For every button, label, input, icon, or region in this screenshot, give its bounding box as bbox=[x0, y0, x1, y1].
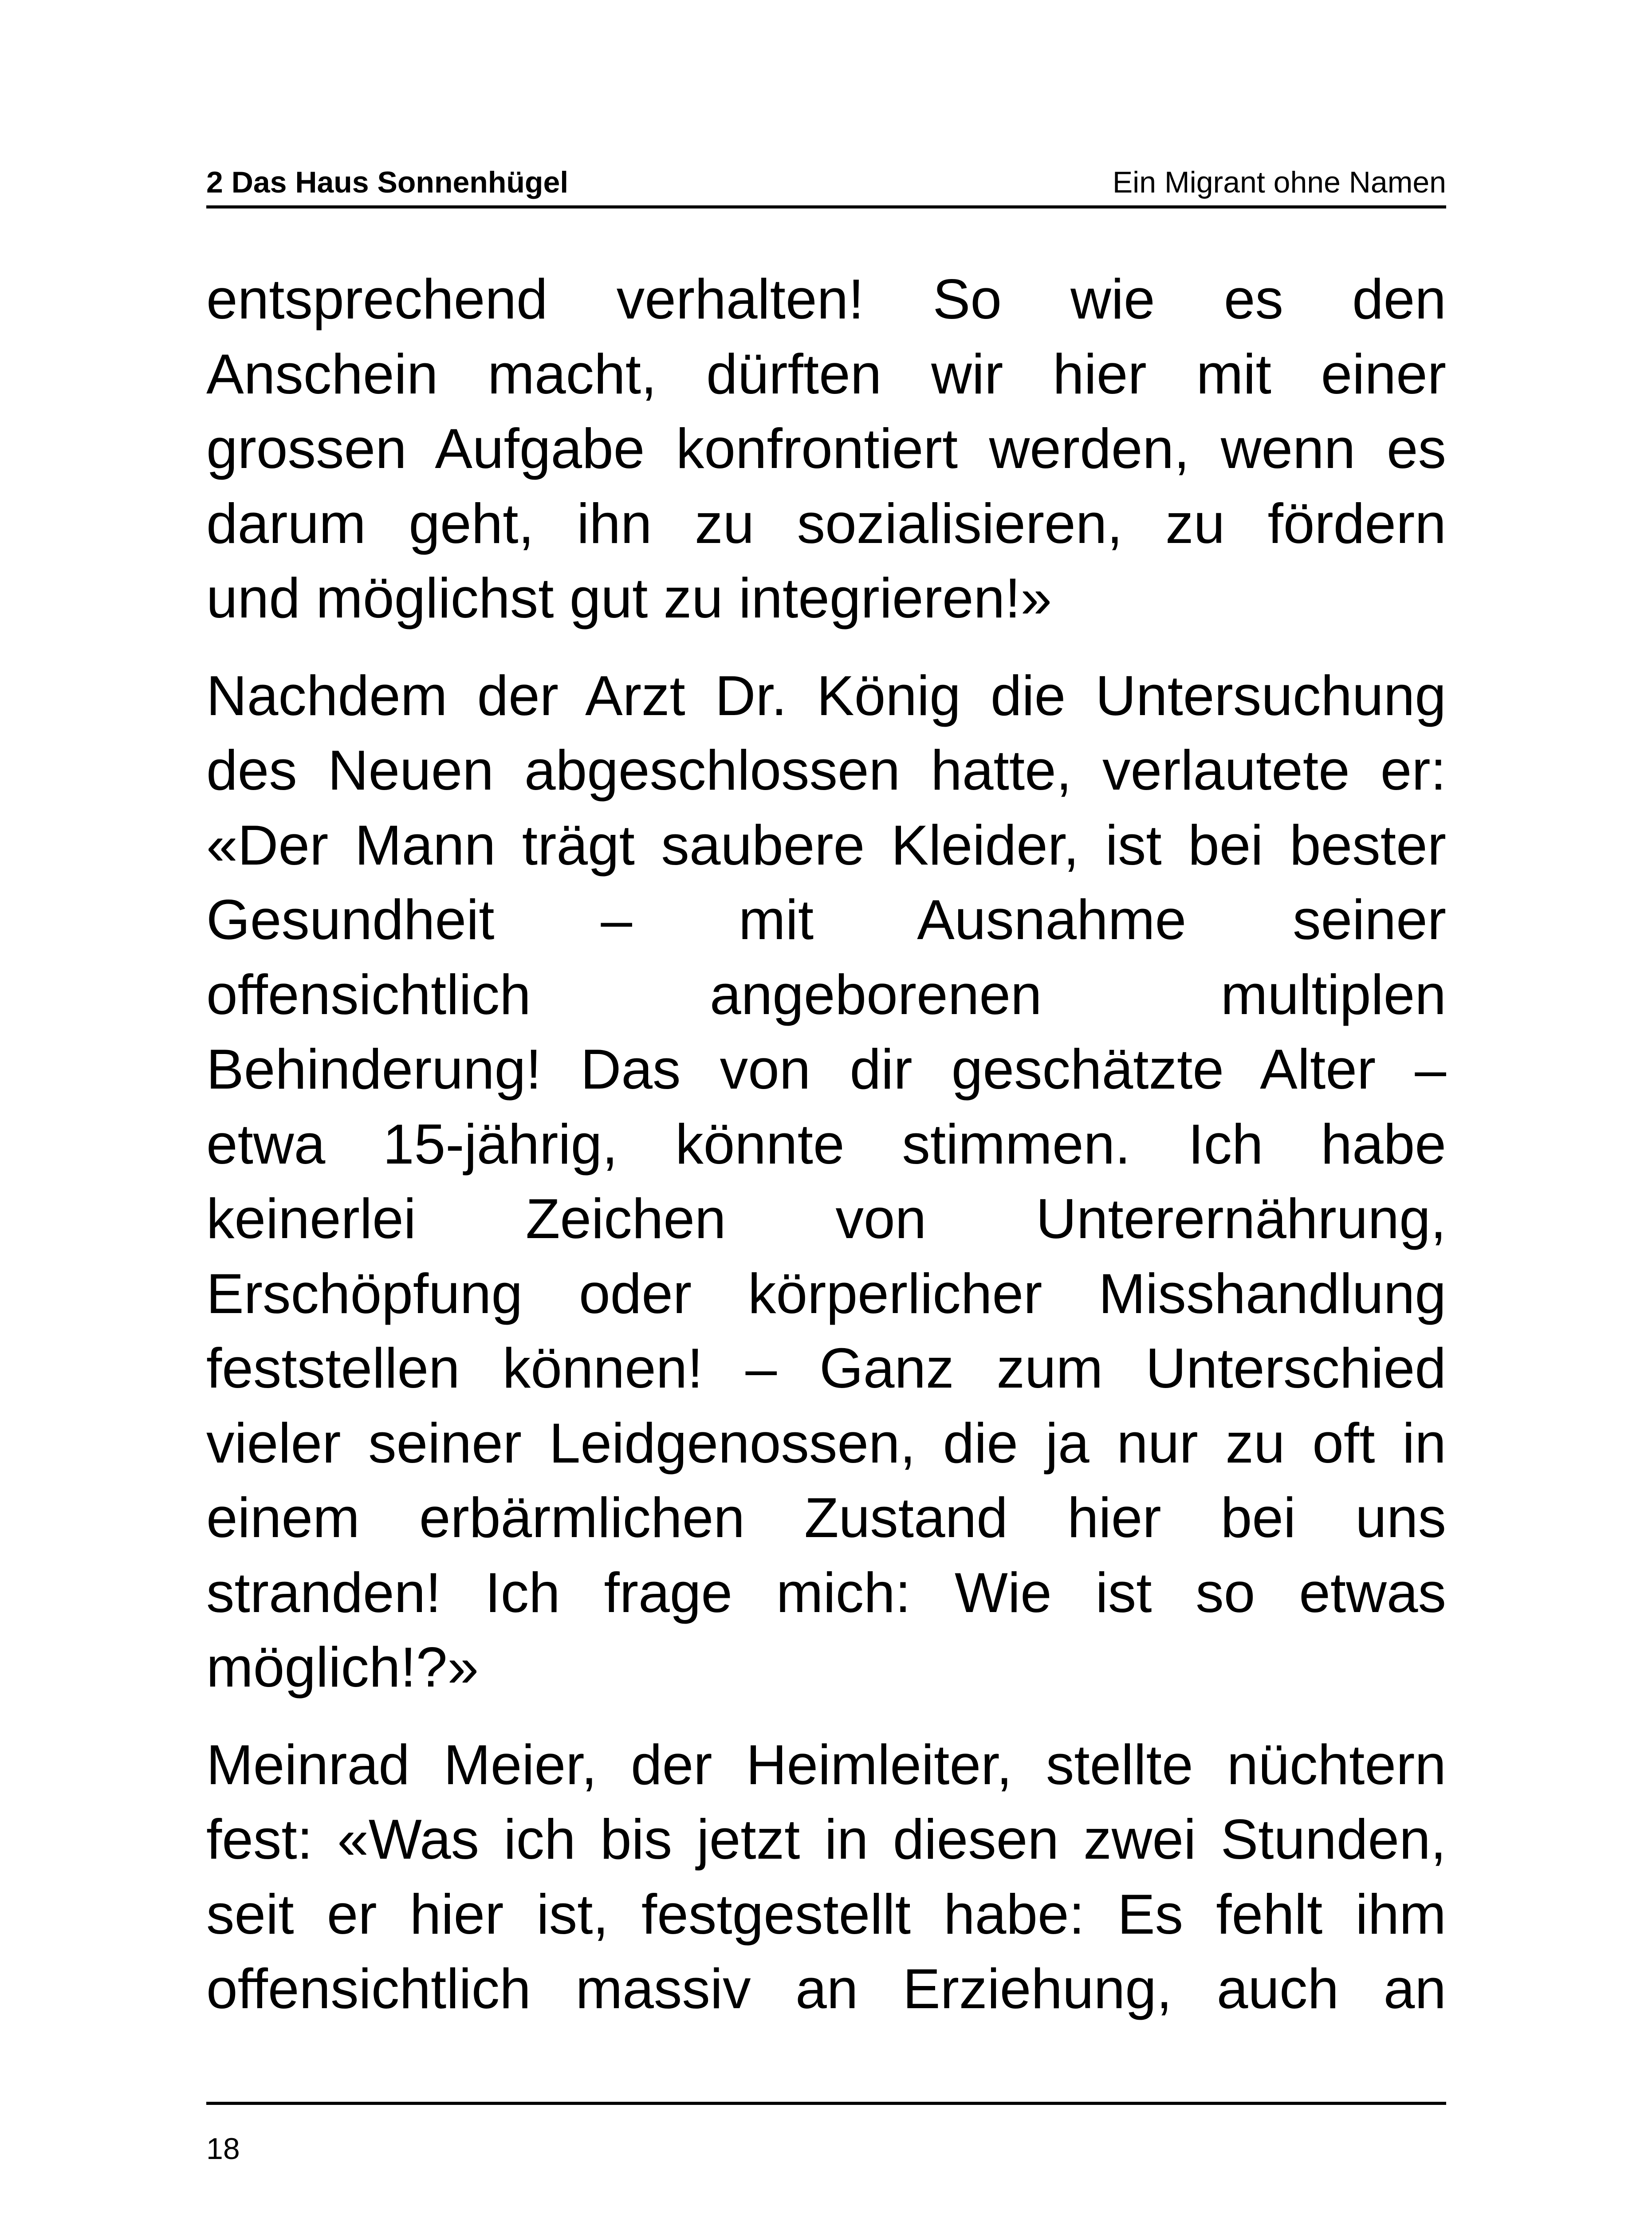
text-line: Meinrad Meier, der Heimleiter, stellte nüchtern bbox=[206, 1733, 1446, 1796]
text-line: Gesundheit – mit Ausnahme seiner bbox=[206, 888, 1446, 951]
text-line: offensichtlich angeborenen multiplen bbox=[206, 963, 1446, 1026]
text-line: stranden! Ich frage mich: Wie ist so etwas bbox=[206, 1561, 1446, 1624]
text-line: fest: «Was ich bis jetzt in diesen zwei Stunden, bbox=[206, 1808, 1446, 1871]
paragraph bbox=[206, 658, 1446, 1705]
header-divider bbox=[206, 205, 1446, 208]
text-line: «Der Mann trägt saubere Kleider, ist bei bester bbox=[206, 813, 1446, 877]
text-line: vieler seiner Leidgenossen, die ja nur zu oft in bbox=[206, 1411, 1446, 1475]
text-line: etwa 15-jährig, könnte stimmen. Ich habe bbox=[206, 1112, 1446, 1176]
text-line: des Neuen abgeschlossen hatte, verlautete er: bbox=[206, 739, 1446, 802]
page-number: 18 bbox=[206, 2132, 240, 2166]
text-line: offensichtlich massiv an Erziehung, auch an bbox=[206, 1957, 1446, 2020]
text-line: seit er hier ist, festgestellt habe: Es fehlt ihm bbox=[206, 1882, 1446, 1946]
chapter-title: 2 Das Haus Sonnenhügel bbox=[206, 165, 569, 199]
paragraph bbox=[206, 1727, 1446, 2026]
paragraph bbox=[206, 262, 1446, 636]
text-line: feststellen können! – Ganz zum Unterschied bbox=[206, 1337, 1446, 1400]
body-text bbox=[206, 262, 1446, 2049]
text-line: darum geht, ihn zu sozialisieren, zu fördern bbox=[206, 492, 1446, 555]
text-line: keinerlei Zeichen von Unterernährung, bbox=[206, 1187, 1446, 1250]
text-line: Behinderung! Das von dir geschätzte Alter – bbox=[206, 1038, 1446, 1101]
text-line: Anschein macht, dürften wir hier mit einer bbox=[206, 342, 1446, 405]
text-line: Erschöpfung oder körperlicher Misshandlung bbox=[206, 1262, 1446, 1325]
text-line: einem erbärmlichen Zustand hier bei uns bbox=[206, 1486, 1446, 1549]
footer-divider bbox=[206, 2102, 1446, 2105]
text-line: möglich!?» bbox=[206, 1636, 479, 1699]
text-line: grossen Aufgabe konfrontiert werden, wenn es bbox=[206, 417, 1446, 480]
text-line: und möglichst gut zu integrieren!» bbox=[206, 566, 1052, 629]
text-line: entsprechend verhalten! So wie es den bbox=[206, 267, 1446, 330]
text-line: Nachdem der Arzt Dr. König die Untersuchung bbox=[206, 664, 1446, 727]
book-title: Ein Migrant ohne Namen bbox=[1112, 165, 1446, 199]
running-header bbox=[206, 157, 1446, 197]
